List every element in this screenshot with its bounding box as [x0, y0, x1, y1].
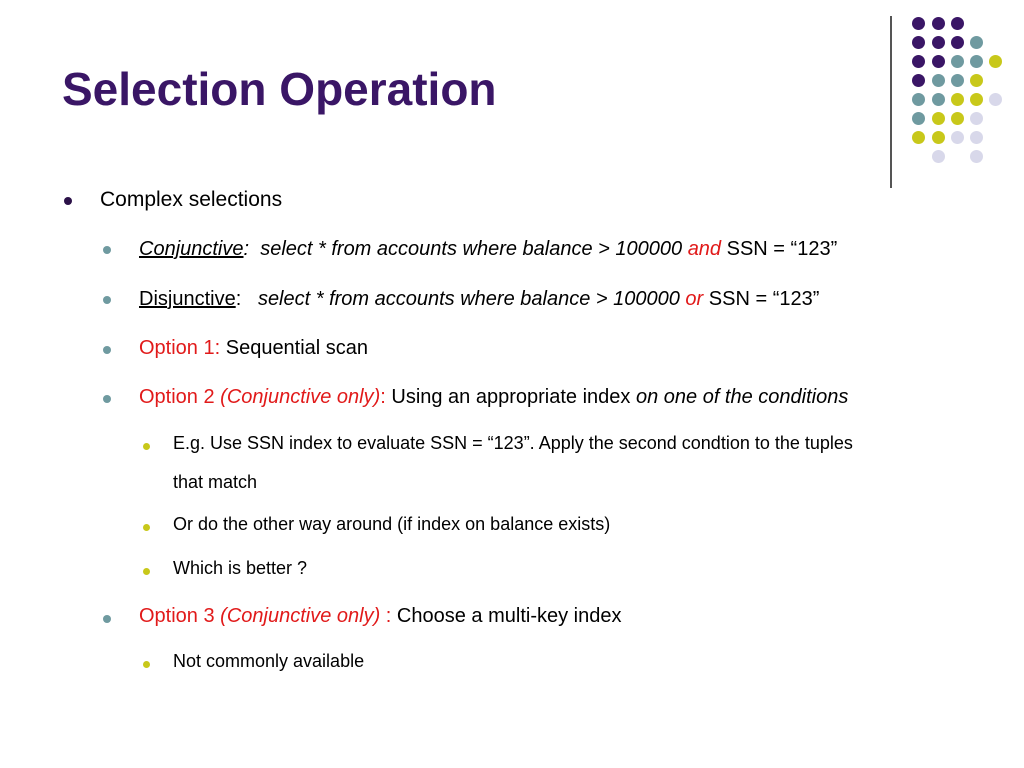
- decorative-dot: [912, 74, 925, 87]
- decorative-dot: [932, 55, 945, 68]
- decorative-dot: [912, 93, 925, 106]
- decorative-dot: [951, 74, 964, 87]
- bullet-complex-selections: Complex selections: [100, 188, 283, 211]
- bullet-option-1: Option 1: Sequential scan: [139, 337, 369, 359]
- decorative-dot: [951, 131, 964, 144]
- bullet-dot: [143, 661, 150, 668]
- decorative-dot: [912, 36, 925, 49]
- bullet-disjunctive: Disjunctive: select * from accounts where balance > 100000 or SSN = “123”: [139, 288, 820, 310]
- sub-bullet-eg-line-1: E.g. Use SSN index to evaluate SSN = “123”. Apply the second condtion to the tuples: [173, 433, 853, 453]
- decorative-dot: [970, 55, 983, 68]
- decorative-dot: [970, 93, 983, 106]
- bullet-dot: [143, 443, 150, 450]
- bullet-dot: [103, 246, 111, 254]
- title-divider-line: [890, 16, 892, 188]
- decorative-dot: [951, 93, 964, 106]
- bullet-dot: [64, 197, 72, 205]
- decorative-dot: [932, 150, 945, 163]
- decorative-dot: [989, 55, 1002, 68]
- decorative-dot: [932, 112, 945, 125]
- decorative-dot: [912, 17, 925, 30]
- decorative-dot: [970, 150, 983, 163]
- decorative-dot: [912, 55, 925, 68]
- decorative-dot: [932, 36, 945, 49]
- decorative-dot: [932, 131, 945, 144]
- decorative-dot: [970, 74, 983, 87]
- bullet-dot: [143, 568, 150, 575]
- bullet-dot: [103, 296, 111, 304]
- sub-bullet-other-way: Or do the other way around (if index on balance exists): [173, 514, 611, 534]
- decorative-dot: [951, 36, 964, 49]
- bullet-dot: [103, 395, 111, 403]
- bullet-conjunctive: Conjunctive: select * from accounts where balance > 100000 and SSN = “123”: [139, 238, 838, 260]
- bullet-dot: [143, 524, 150, 531]
- slide-title: Selection Operation: [62, 63, 497, 115]
- bullet-dot: [103, 615, 111, 623]
- decorative-dot: [951, 55, 964, 68]
- bullet-dot: [103, 346, 111, 354]
- decorative-dot: [951, 17, 964, 30]
- decorative-dot: [970, 112, 983, 125]
- bullet-option-2: Option 2 (Conjunctive only): Using an appropriate index on one of the conditions: [139, 386, 849, 408]
- decorative-dot: [912, 112, 925, 125]
- sub-bullet-which-better: Which is better ?: [173, 558, 308, 578]
- decorative-dot: [970, 36, 983, 49]
- decorative-dot: [951, 112, 964, 125]
- decorative-dot: [989, 93, 1002, 106]
- sub-bullet-not-common: Not commonly available: [173, 651, 365, 671]
- decorative-dot: [932, 93, 945, 106]
- bullet-option-3: Option 3 (Conjunctive only) : Choose a multi-key index: [139, 605, 622, 627]
- decorative-dot: [912, 131, 925, 144]
- decorative-dot: [932, 17, 945, 30]
- sub-bullet-eg-line-2: that match: [173, 472, 258, 492]
- decorative-dot: [932, 74, 945, 87]
- decorative-dot: [970, 131, 983, 144]
